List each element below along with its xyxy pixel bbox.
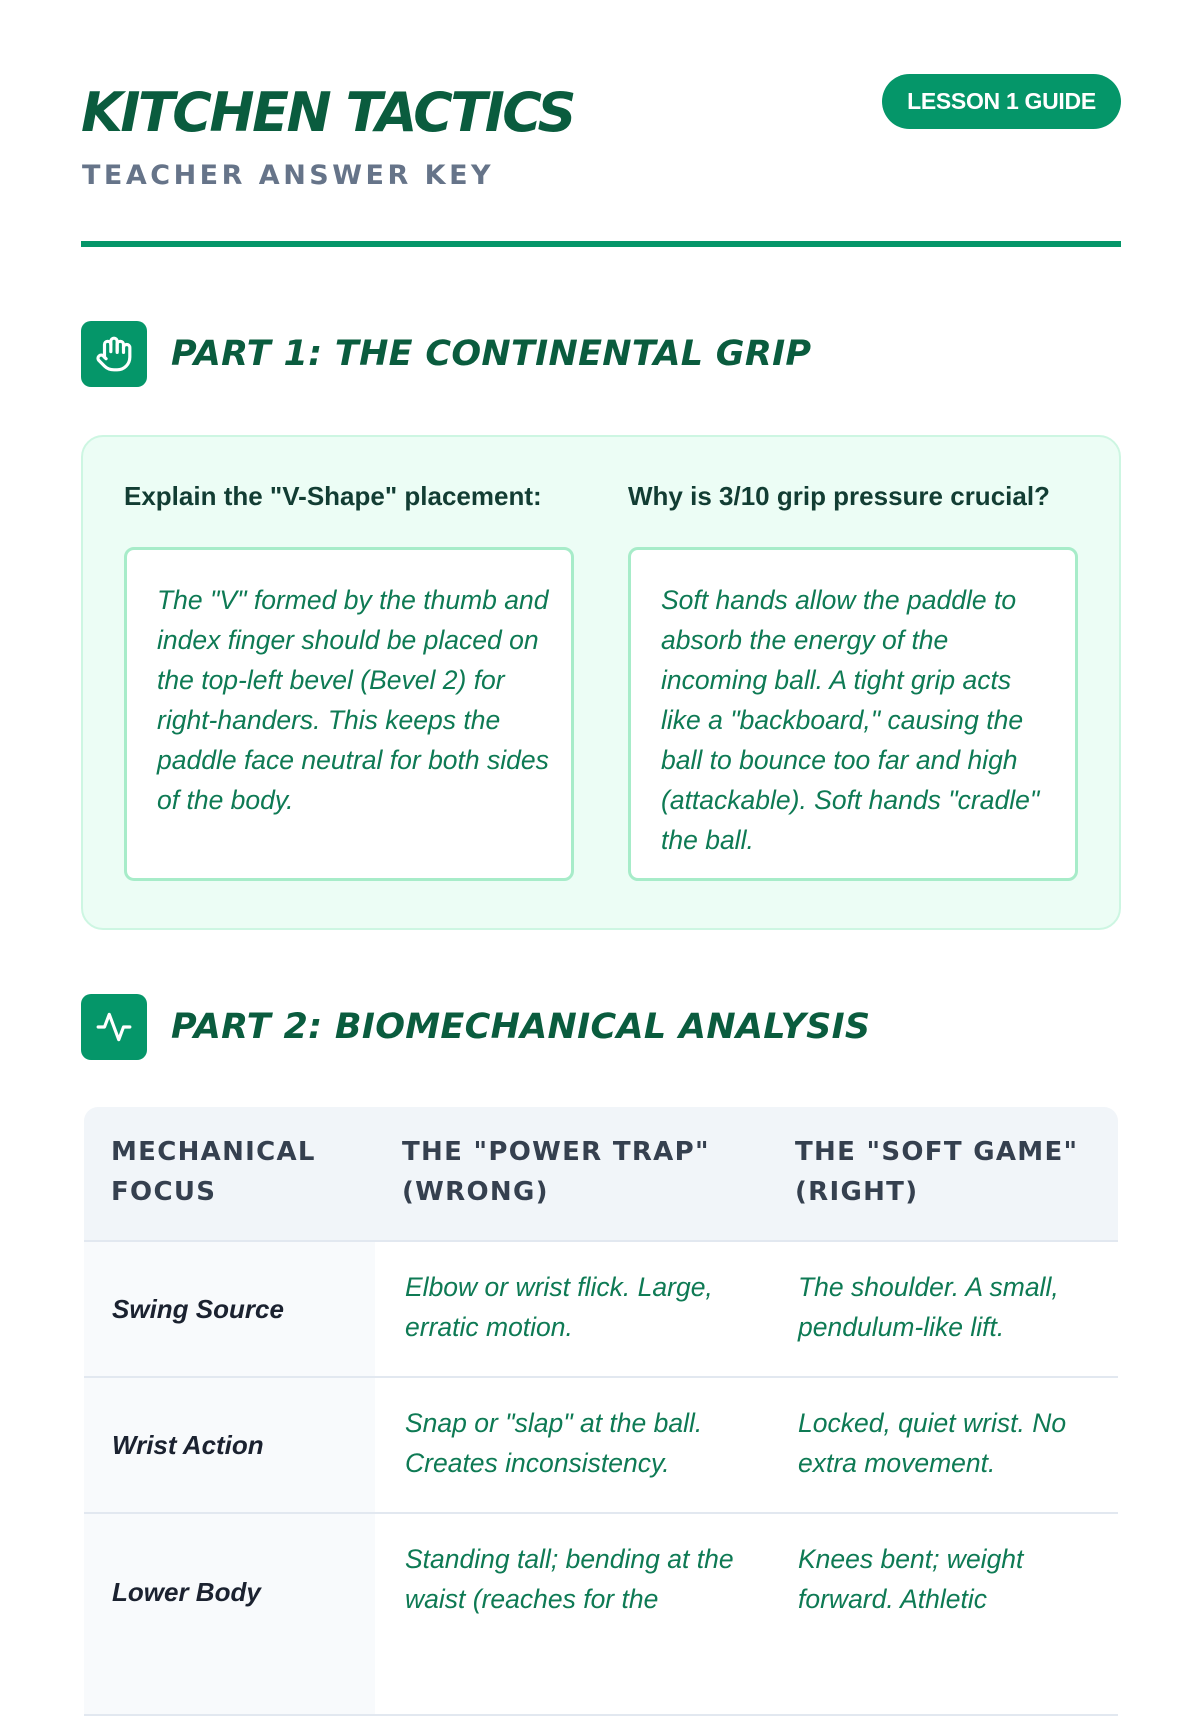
cell-wrong: Elbow or wrist flick. Large, erratic motion. [405,1272,713,1342]
question-label-grip-pressure: Why is 3/10 grip pressure crucial? [628,481,1050,511]
col-header-focus: MECHANICAL FOCUS [111,1137,316,1207]
table-row [84,1378,1118,1514]
activity-icon [81,994,147,1060]
part1-heading [81,321,811,387]
cell-right: The shoulder. A small, pendulum-like lift. [798,1272,1059,1342]
row-label: Wrist Action [84,1378,375,1512]
cell-wrong: Snap or "slap" at the ball. Creates inconsistency. [405,1408,703,1478]
question-label-v-shape: Explain the "V-Shape" placement: [124,481,542,511]
cell-right: Knees bent; weight forward. Athletic [798,1544,1024,1614]
answer-box-grip-pressure: Soft hands allow the paddle to absorb the energy of the incoming ball. A tight grip acts like a "backboard," causing the ball to bounce too far and high (attackable). Soft hands "cradle" the ball. [628,547,1078,881]
cell-right: Locked, quiet wrist. No extra movement. [798,1408,1067,1478]
part2-title: PART 2: BIOMECHANICAL ANALYSIS [171,1007,871,1047]
table-row [84,1242,1118,1378]
cell-wrong: Standing tall; bending at the waist (reaches for the [405,1544,734,1614]
hand-icon [81,321,147,387]
col-header-wrong: THE "POWER TRAP" (WRONG) [402,1137,710,1207]
biomechanics-table [84,1107,1118,1716]
row-label: Swing Source [84,1242,375,1376]
table-row [84,1514,1118,1716]
table-header [84,1107,1118,1242]
page-subtitle: TEACHER ANSWER KEY [82,160,495,191]
answer-box-v-shape: The "V" formed by the thumb and index finger should be placed on the top-left bevel (Bevel 2) for right-handers. This keeps the paddle face neutral for both sides of the body. [124,547,574,881]
part2-heading [81,994,870,1060]
page-title: KITCHEN TACTICS [81,81,574,144]
part1-title: PART 1: THE CONTINENTAL GRIP [171,334,812,374]
header-divider [81,241,1121,247]
col-header-right: THE "SOFT GAME" (RIGHT) [795,1137,1079,1207]
lesson-badge: LESSON 1 GUIDE [882,74,1121,129]
row-label: Lower Body [84,1514,375,1714]
part1-card [81,435,1121,930]
